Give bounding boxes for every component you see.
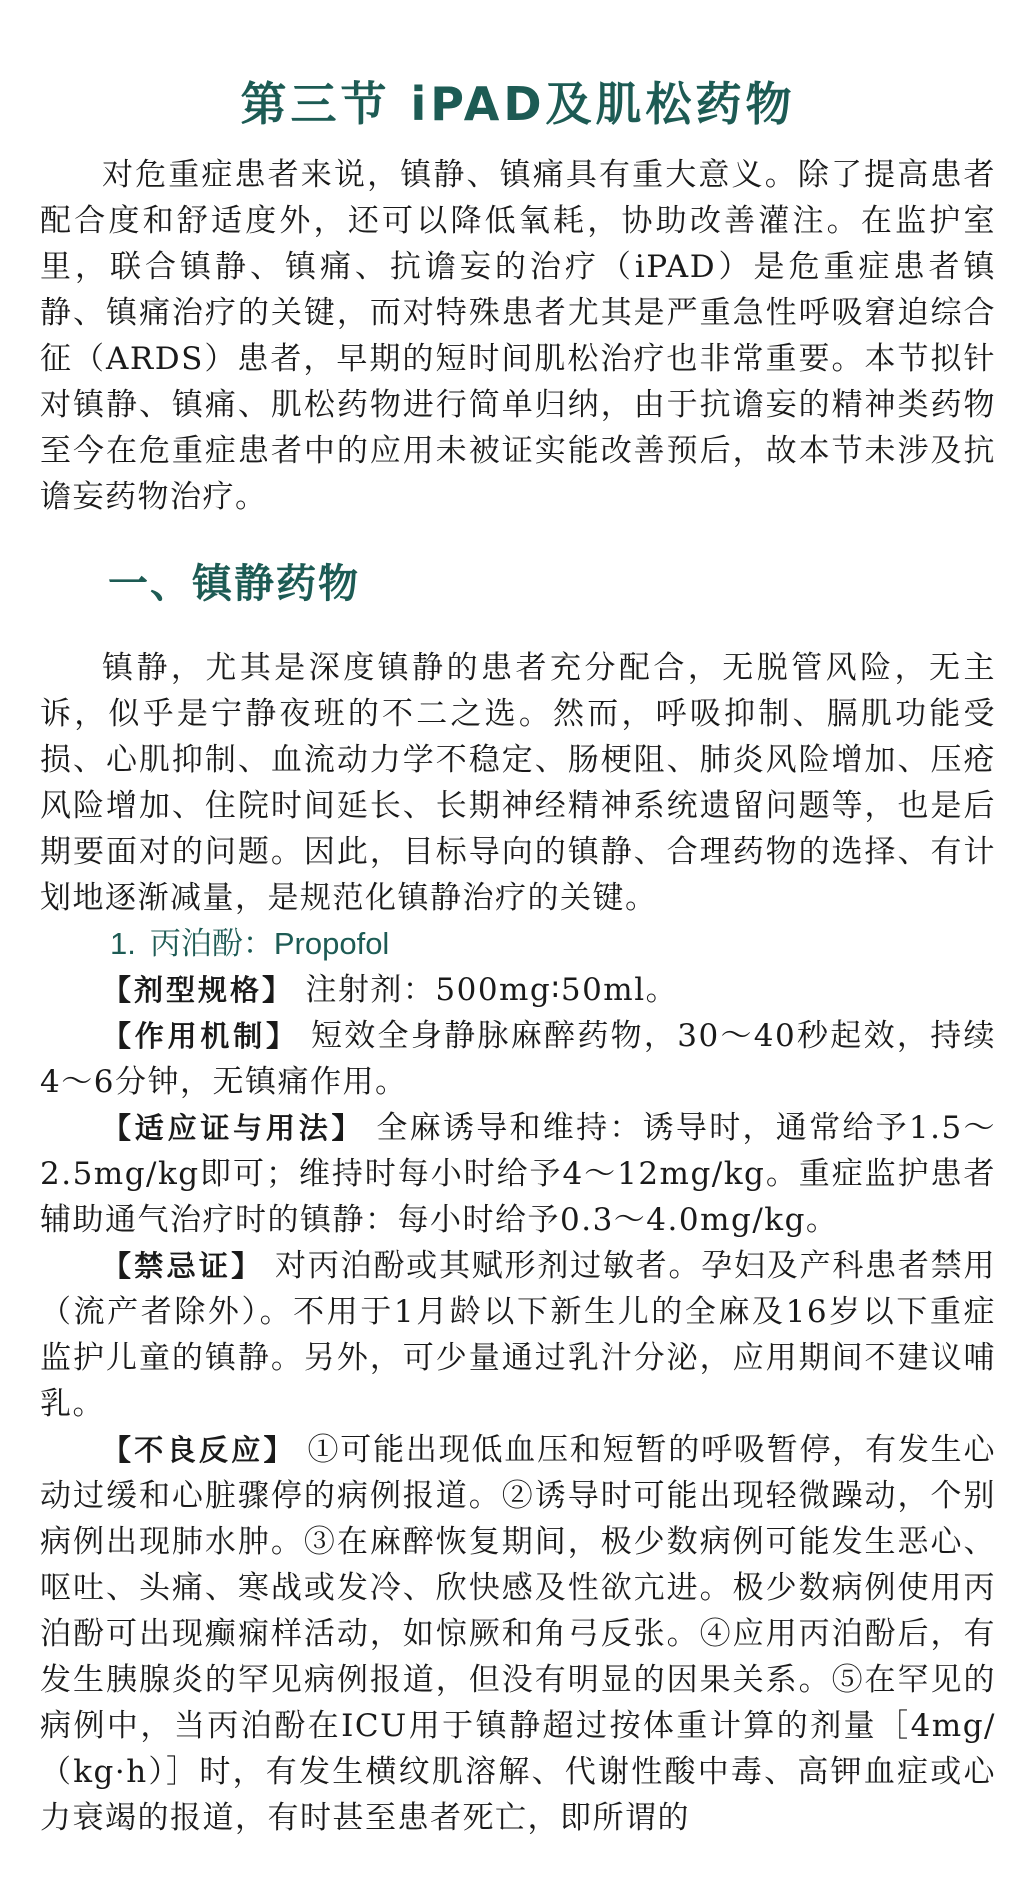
indications-tag: 【适应证与用法】	[102, 1111, 365, 1145]
indications-text: 全麻诱导和维持：诱导时，通常给予1.5～2.5mg/kg即可；维持时每小时给予4～12mg/kg。重症监护患者辅助通气治疗时的镇静：每小时给予0.3～4.0mg/kg。	[40, 1110, 996, 1238]
dosage-form-tag: 【剂型规格】	[102, 973, 295, 1007]
drug-section-indications	[40, 1105, 996, 1243]
sedation-body	[40, 645, 996, 1841]
drug-section-dosage-form	[40, 967, 996, 1013]
heading-sedatives: 一、镇静药物	[108, 560, 360, 607]
drug-section-contraindications	[40, 1243, 996, 1427]
drug-heading-propofol	[40, 921, 996, 967]
drug-section-adverse-reactions	[40, 1427, 996, 1841]
mechanism-tag: 【作用机制】	[102, 1019, 299, 1053]
sedation-intro-paragraph: 镇静，尤其是深度镇静的患者充分配合，无脱管风险，无主诉，似乎是宁静夜班的不二之选。然而，呼吸抑制、膈肌功能受损、心肌抑制、血流动力学不稳定、肠梗阻、肺炎风险增加、压疮风险增加、住院时间延长、长期神经精神系统遗留问题等，也是后期要面对的问题。因此，目标导向的镇静、合理药物的选择、有计划地逐渐减量，是规范化镇静治疗的关键。	[40, 650, 996, 916]
adverse-reactions-text: ①可能出现低血压和短暂的呼吸暂停，有发生心动过缓和心脏骤停的病例报道。②诱导时可能出现轻微躁动，个别病例出现肺水肿。③在麻醉恢复期间，极少数病例可能发生恶心、呕吐、头痛、寒战或发冷、欣快感及性欲亢进。极少数病例使用丙泊酚可出现癫痫样活动，如惊厥和角弓反张。④应用丙泊酚后，有发生胰腺炎的罕见病例报道，但没有明显的因果关系。⑤在罕见的病例中，当丙泊酚在ICU用于镇静超过按体重计算的剂量［4mg/（kg·h）］时，有发生横纹肌溶解、代谢性酸中毒、高钾血症或心力衰竭的报道，有时甚至患者死亡，即所谓的	[40, 1432, 996, 1836]
section-title: 第三节 iPAD及肌松药物	[240, 77, 796, 131]
adverse-reactions-tag: 【不良反应】	[102, 1433, 296, 1467]
mechanism-text: 短效全身静脉麻醉药物，30～40秒起效，持续4～6分钟，无镇痛作用。	[40, 1018, 996, 1100]
intro-paragraph: 对危重症患者来说，镇静、镇痛具有重大意义。除了提高患者配合度和舒适度外，还可以降低氧耗，协助改善灌注。在监护室里，联合镇静、镇痛、抗谵妄的治疗（iPAD）是危重症患者镇静、镇痛治疗的关键，而对特殊患者尤其是严重急性呼吸窘迫综合征（ARDS）患者，早期的短时间肌松治疗也非常重要。本节拟针对镇静、镇痛、肌松药物进行简单归纳，由于抗谵妄的精神类药物至今在危重症患者中的应用未被证实能改善预后，故本节未涉及抗谵妄药物治疗。	[40, 157, 996, 515]
contraindications-text: 对丙泊酚或其赋形剂过敏者。孕妇及产科患者禁用（流产者除外）。不用于1月龄以下新生儿的全麻及16岁以下重症监护儿童的镇静。另外，可少量通过乳汁分泌，应用期间不建议哺乳。	[40, 1248, 996, 1422]
drug-number: 1.	[110, 926, 136, 961]
contraindications-tag: 【禁忌证】	[102, 1249, 264, 1283]
dosage-form-text: 注射剂：500mg∶50ml。	[294, 972, 679, 1008]
drug-name: 丙泊酚：Propofol	[149, 926, 390, 961]
drug-section-mechanism	[40, 1013, 996, 1105]
